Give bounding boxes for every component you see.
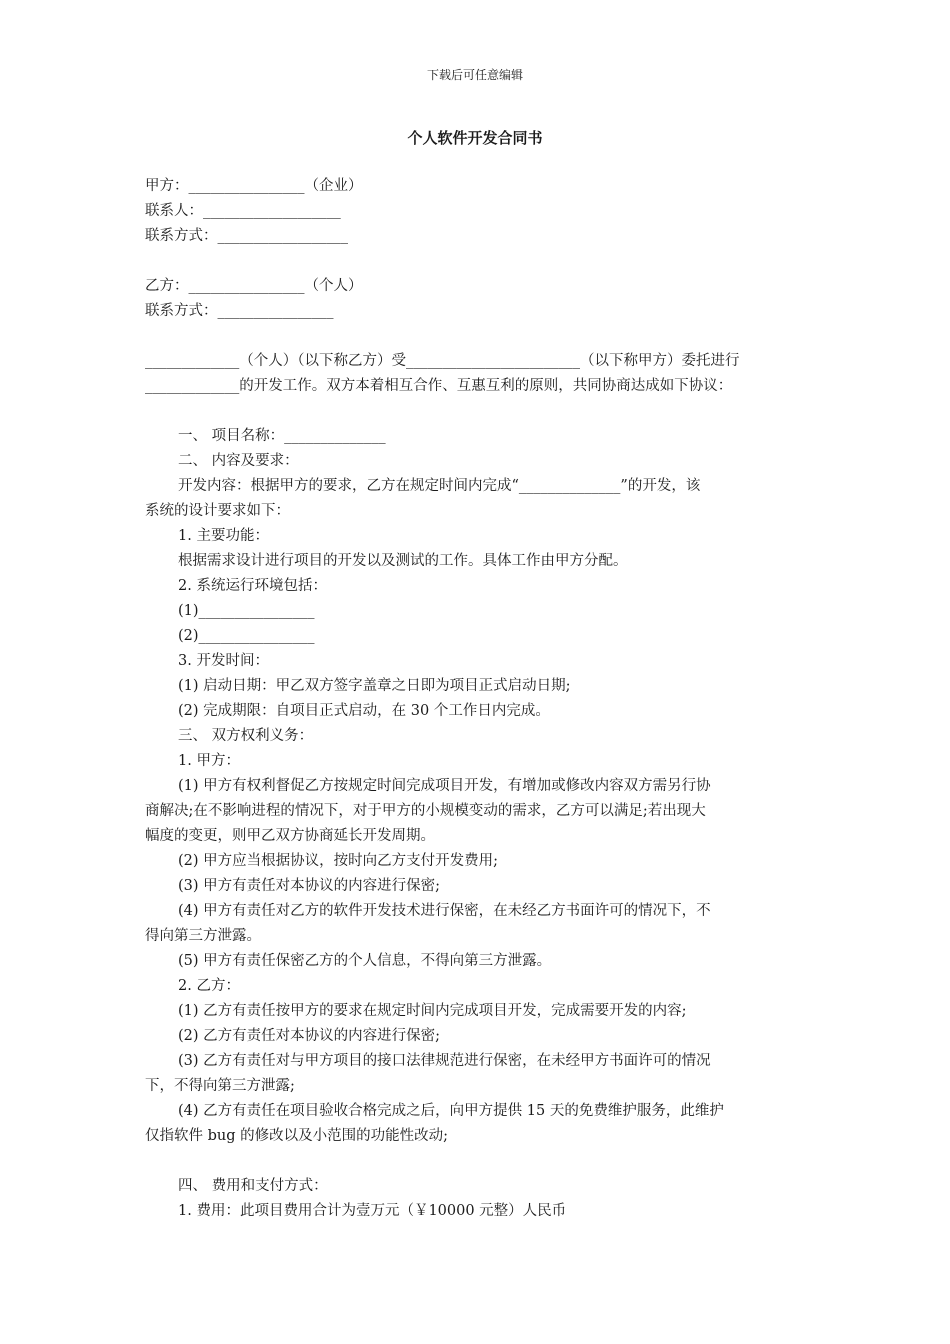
section-heading: 一、 项目名称：______________ — [178, 428, 386, 444]
section-heading: 四、 费用和支付方式： — [178, 1178, 328, 1194]
list-item: (3) 乙方有责任对与甲方项目的接口法律规范进行保密，在未经甲方书面许可的情况 — [178, 1053, 711, 1069]
paragraph-line: 得向第三方泄露。 — [145, 928, 261, 944]
paragraph-line: 仅指软件 bug 的修改以及小范围的功能性改动; — [145, 1128, 449, 1144]
section-heading: 三、 双方权利义务： — [178, 728, 314, 744]
intro-line: _____________（个人）（以下称乙方）受________________________（以下称甲方）委托进行 — [145, 353, 740, 369]
list-item: (1) 启动日期：甲乙双方签字盖章之日即为项目正式启动日期; — [178, 678, 571, 694]
contract-title: 个人软件开发合同书 — [407, 129, 543, 147]
paragraph-line: 系统的设计要求如下： — [145, 503, 290, 519]
list-item: (2)________________ — [178, 628, 315, 644]
paragraph-line: 根据需求设计进行项目的开发以及测试的工作。具体工作由甲方分配。 — [178, 553, 628, 569]
subheading: 3. 开发时间： — [178, 653, 269, 669]
party-b-phone-line: 联系方式：________________ — [145, 303, 334, 319]
list-item: (4) 甲方有责任对乙方的软件开发技术进行保密，在未经乙方书面许可的情况下，不 — [178, 903, 711, 919]
paragraph-line: 下，不得向第三方泄露; — [145, 1078, 295, 1094]
intro-line: _____________的开发工作。双方本着相互合作、互惠互利的原则，共同协商达成如下协议： — [145, 378, 733, 394]
list-item: (2) 完成期限：自项目正式启动，在 30 个工作日内完成。 — [178, 703, 550, 719]
list-item: (4) 乙方有责任在项目验收合格完成之后，向甲方提供 15 天的免费维护服务，此维护 — [178, 1103, 724, 1119]
paragraph-line: 开发内容：根据甲方的要求，乙方在规定时间内完成“______________”的开发，该 — [178, 478, 701, 494]
list-item: (1)________________ — [178, 603, 315, 619]
section-heading: 二、 内容及要求： — [178, 453, 299, 469]
list-item: 1. 费用：此项目费用合计为壹万元（￥10000 元整）人民币 — [178, 1203, 567, 1219]
party-a-phone-line: 联系方式：__________________ — [145, 228, 348, 244]
list-item: (3) 甲方有责任对本协议的内容进行保密; — [178, 878, 441, 894]
list-item: (2) 甲方应当根据协议，按时向乙方支付开发费用; — [178, 853, 499, 869]
list-item: (5) 甲方有责任保密乙方的个人信息，不得向第三方泄露。 — [178, 953, 552, 969]
subheading: 2. 乙方： — [178, 978, 240, 994]
paragraph-line: 商解决;在不影响进程的情况下，对于甲方的小规模变动的需求，乙方可以满足;若出现大 — [145, 803, 706, 819]
list-item: (1) 乙方有责任按甲方的要求在规定时间内完成项目开发，完成需要开发的内容; — [178, 1003, 687, 1019]
paragraph-line: 幅度的变更，则甲乙双方协商延长开发周期。 — [145, 828, 435, 844]
download-note: 下载后可任意编辑 — [426, 68, 523, 82]
party-a-contact-line: 联系人：___________________ — [145, 203, 341, 219]
party-b-line: 乙方：________________（个人） — [145, 278, 363, 294]
subheading: 1. 甲方： — [178, 753, 240, 769]
list-item: (1) 甲方有权利督促乙方按规定时间完成项目开发，有增加或修改内容双方需另行协 — [178, 778, 711, 794]
party-a-line: 甲方：________________（企业） — [145, 178, 363, 194]
subheading: 2. 系统运行环境包括： — [178, 578, 327, 594]
list-item: (2) 乙方有责任对本协议的内容进行保密; — [178, 1028, 441, 1044]
subheading: 1. 主要功能： — [178, 528, 269, 544]
